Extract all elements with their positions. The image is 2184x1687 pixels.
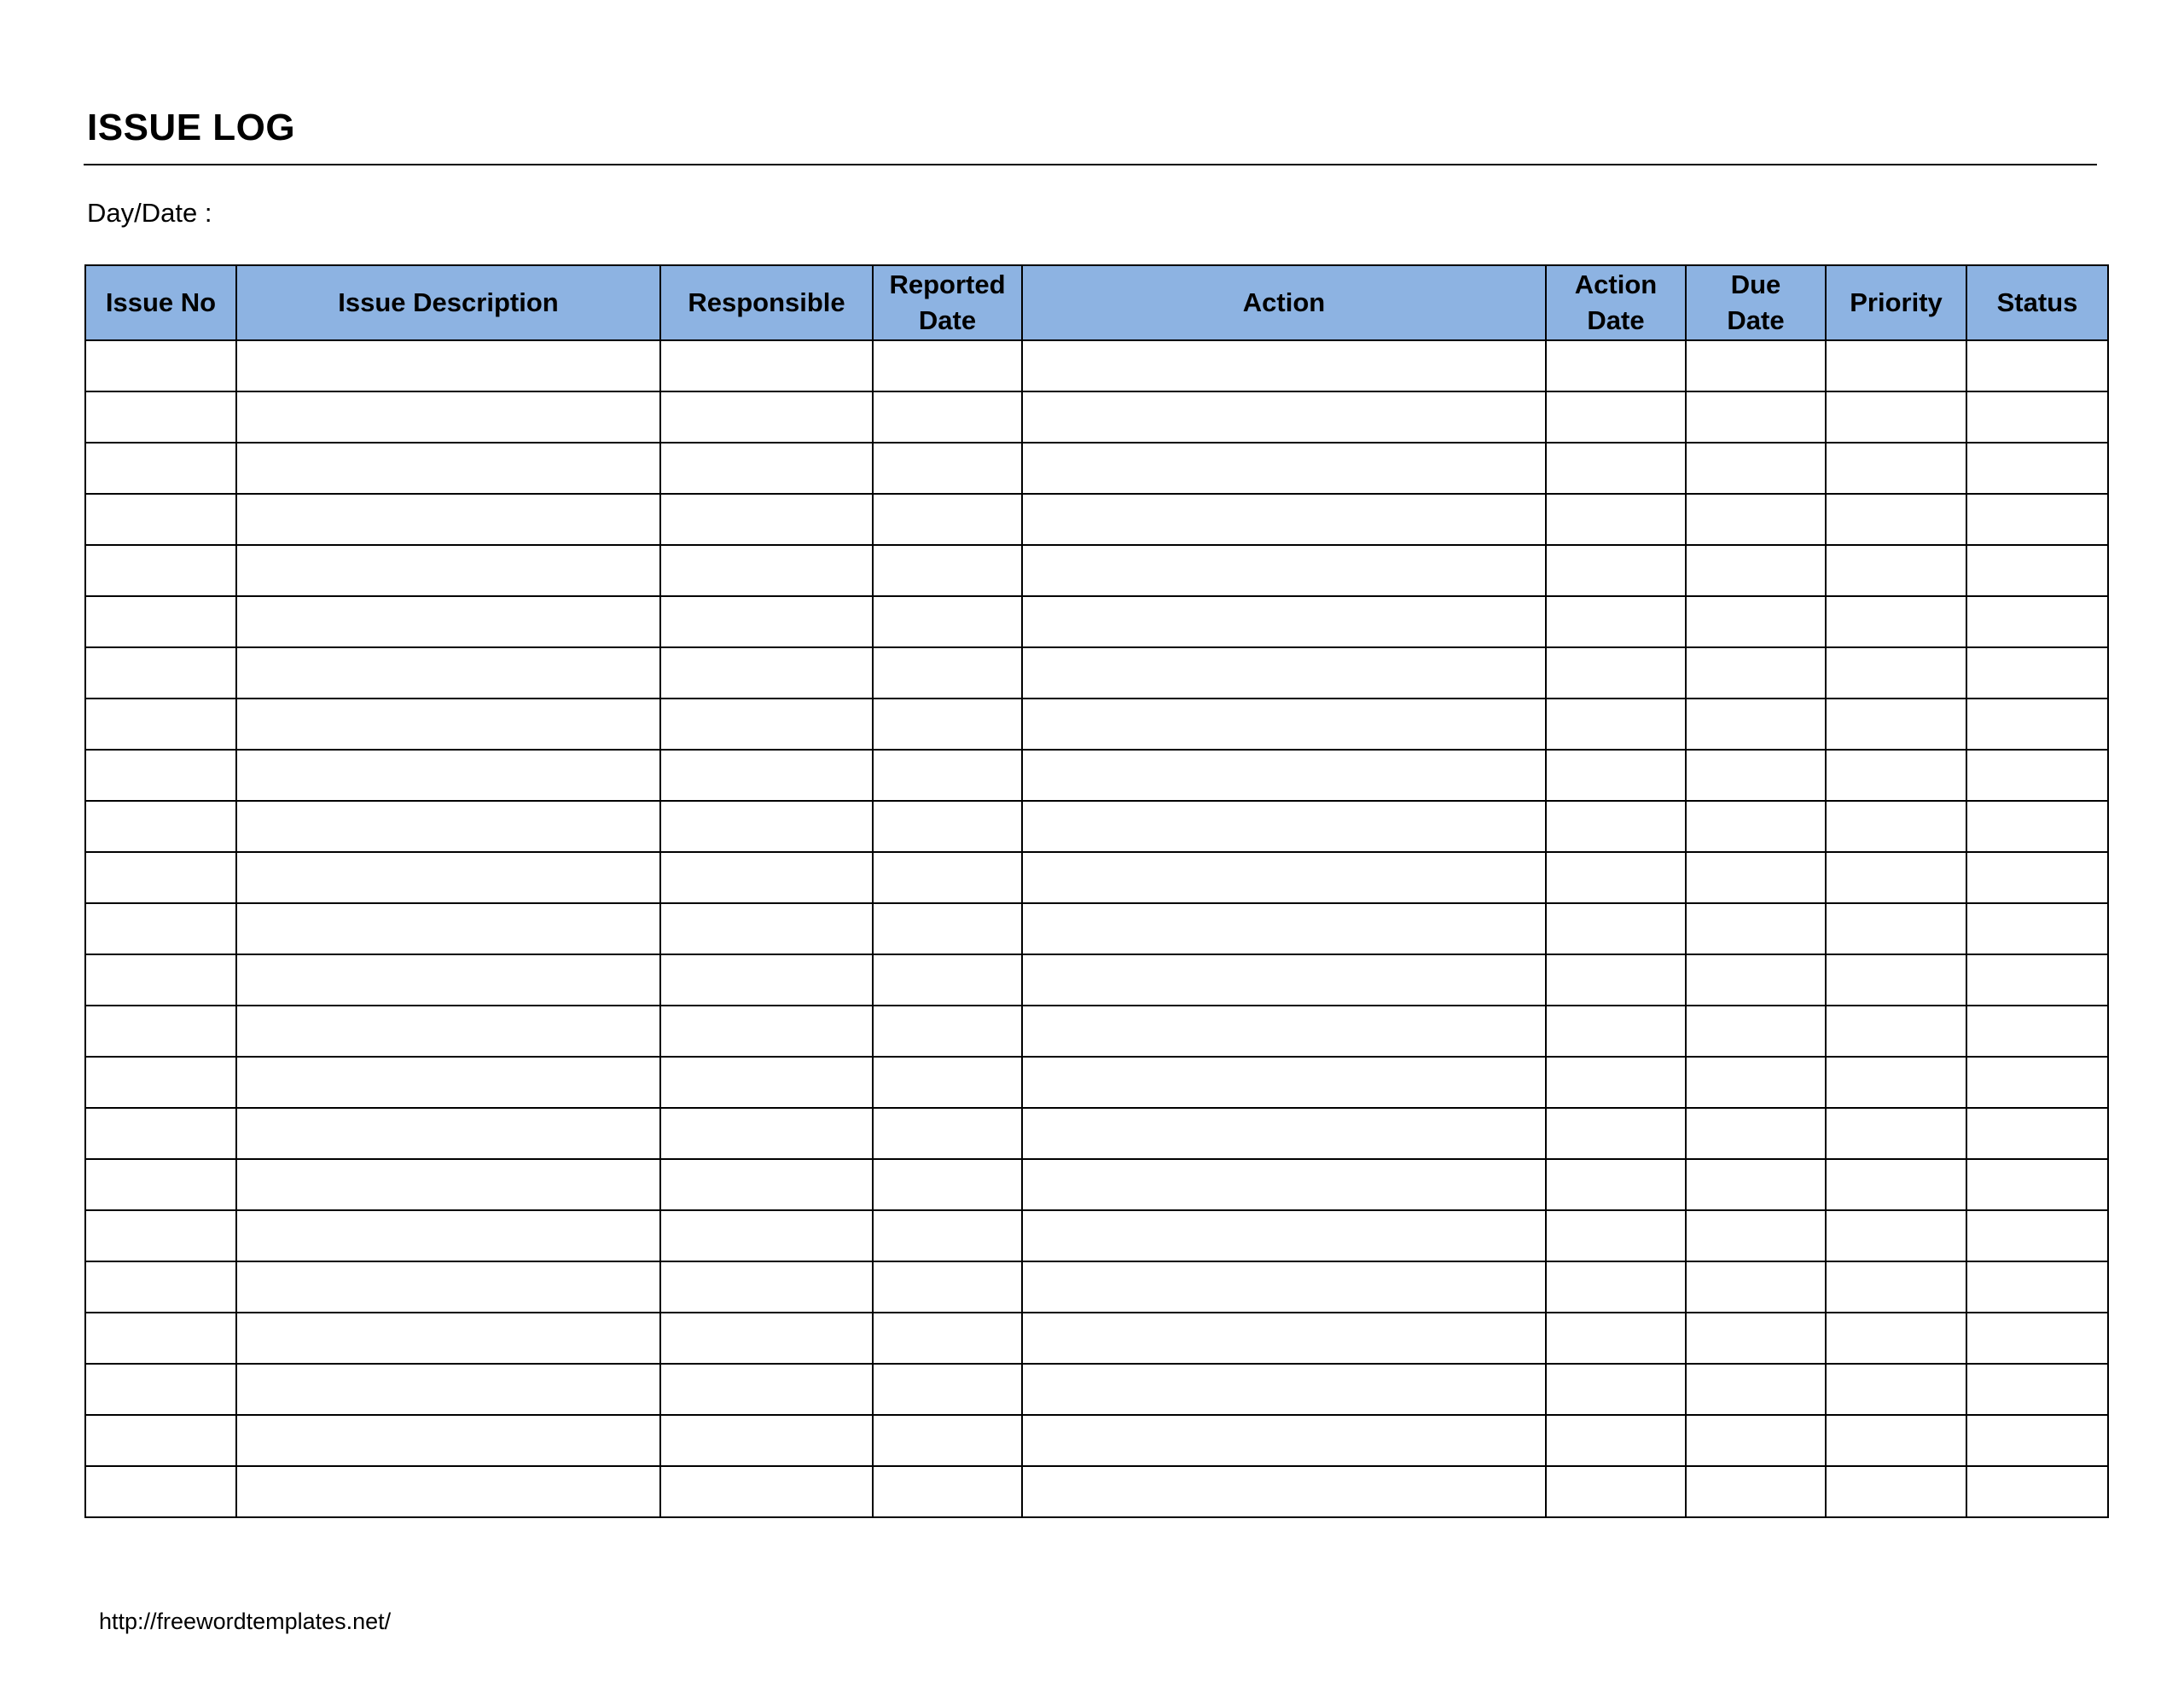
cell-issue-description[interactable] (236, 596, 660, 647)
table-row (85, 1159, 2108, 1210)
day-date-label: Day/Date : (87, 198, 212, 228)
table-row (85, 954, 2108, 1006)
table-row (85, 545, 2108, 596)
table-row (85, 1466, 2108, 1517)
cell-priority[interactable] (1826, 1159, 1966, 1210)
table-row (85, 1261, 2108, 1313)
cell-status[interactable] (1966, 647, 2108, 699)
table-row (85, 903, 2108, 954)
cell-action[interactable] (1022, 647, 1546, 699)
cell-responsible[interactable] (660, 801, 873, 852)
cell-priority[interactable] (1826, 903, 1966, 954)
table-row (85, 494, 2108, 545)
cell-due-date[interactable] (1686, 1313, 1826, 1364)
col-header-issue-no: Issue No (85, 265, 236, 340)
cell-issue-description[interactable] (236, 699, 660, 750)
cell-issue-no[interactable] (85, 1261, 236, 1313)
cell-action-date[interactable] (1546, 1108, 1686, 1159)
cell-due-date[interactable] (1686, 443, 1826, 494)
cell-action[interactable] (1022, 954, 1546, 1006)
cell-action-date[interactable] (1546, 1057, 1686, 1108)
cell-status[interactable] (1966, 1108, 2108, 1159)
cell-issue-no[interactable] (85, 1057, 236, 1108)
cell-action[interactable] (1022, 494, 1546, 545)
cell-action-date[interactable] (1546, 801, 1686, 852)
cell-issue-no[interactable] (85, 647, 236, 699)
table-row (85, 647, 2108, 699)
cell-reported-date[interactable] (873, 1159, 1022, 1210)
cell-reported-date[interactable] (873, 801, 1022, 852)
cell-action[interactable] (1022, 596, 1546, 647)
table-row (85, 340, 2108, 391)
cell-responsible[interactable] (660, 391, 873, 443)
table-row (85, 443, 2108, 494)
cell-reported-date[interactable] (873, 1313, 1022, 1364)
cell-status[interactable] (1966, 1261, 2108, 1313)
cell-issue-no[interactable] (85, 1466, 236, 1517)
cell-due-date[interactable] (1686, 852, 1826, 903)
cell-due-date[interactable] (1686, 596, 1826, 647)
cell-issue-description[interactable] (236, 1006, 660, 1057)
cell-action[interactable] (1022, 545, 1546, 596)
cell-issue-no[interactable] (85, 903, 236, 954)
cell-due-date[interactable] (1686, 750, 1826, 801)
cell-issue-description[interactable] (236, 1210, 660, 1261)
cell-due-date[interactable] (1686, 340, 1826, 391)
cell-priority[interactable] (1826, 1057, 1966, 1108)
cell-priority[interactable] (1826, 1415, 1966, 1466)
cell-responsible[interactable] (660, 494, 873, 545)
col-header-responsible: Responsible (660, 265, 873, 340)
cell-issue-description[interactable] (236, 1466, 660, 1517)
cell-due-date[interactable] (1686, 1415, 1826, 1466)
cell-issue-description[interactable] (236, 443, 660, 494)
cell-reported-date[interactable] (873, 954, 1022, 1006)
cell-action[interactable] (1022, 903, 1546, 954)
cell-action-date[interactable] (1546, 340, 1686, 391)
cell-issue-no[interactable] (85, 1159, 236, 1210)
cell-action[interactable] (1022, 1415, 1546, 1466)
table-row (85, 1313, 2108, 1364)
cell-reported-date[interactable] (873, 1057, 1022, 1108)
cell-due-date[interactable] (1686, 801, 1826, 852)
cell-action-date[interactable] (1546, 1210, 1686, 1261)
cell-status[interactable] (1966, 1313, 2108, 1364)
cell-responsible[interactable] (660, 750, 873, 801)
cell-due-date[interactable] (1686, 1108, 1826, 1159)
table-row (85, 1057, 2108, 1108)
cell-status[interactable] (1966, 1159, 2108, 1210)
cell-issue-no[interactable] (85, 852, 236, 903)
cell-priority[interactable] (1826, 1261, 1966, 1313)
cell-action[interactable] (1022, 801, 1546, 852)
cell-status[interactable] (1966, 1057, 2108, 1108)
cell-issue-description[interactable] (236, 1057, 660, 1108)
cell-status[interactable] (1966, 391, 2108, 443)
cell-issue-no[interactable] (85, 1006, 236, 1057)
cell-status[interactable] (1966, 596, 2108, 647)
cell-issue-description[interactable] (236, 1159, 660, 1210)
cell-responsible[interactable] (660, 1313, 873, 1364)
cell-responsible[interactable] (660, 1057, 873, 1108)
cell-due-date[interactable] (1686, 1159, 1826, 1210)
cell-issue-no[interactable] (85, 596, 236, 647)
cell-issue-description[interactable] (236, 1261, 660, 1313)
cell-status[interactable] (1966, 801, 2108, 852)
cell-issue-description[interactable] (236, 852, 660, 903)
cell-due-date[interactable] (1686, 1210, 1826, 1261)
cell-status[interactable] (1966, 954, 2108, 1006)
table-row (85, 391, 2108, 443)
cell-action[interactable] (1022, 852, 1546, 903)
table-row (85, 699, 2108, 750)
col-header-issue-description: Issue Description (236, 265, 660, 340)
cell-priority[interactable] (1826, 852, 1966, 903)
cell-issue-description[interactable] (236, 391, 660, 443)
cell-reported-date[interactable] (873, 1006, 1022, 1057)
cell-issue-no[interactable] (85, 443, 236, 494)
cell-due-date[interactable] (1686, 903, 1826, 954)
cell-action-date[interactable] (1546, 903, 1686, 954)
cell-action-date[interactable] (1546, 1006, 1686, 1057)
cell-action-date[interactable] (1546, 1466, 1686, 1517)
cell-due-date[interactable] (1686, 699, 1826, 750)
cell-reported-date[interactable] (873, 852, 1022, 903)
cell-priority[interactable] (1826, 443, 1966, 494)
cell-responsible[interactable] (660, 1108, 873, 1159)
cell-action[interactable] (1022, 699, 1546, 750)
cell-reported-date[interactable] (873, 903, 1022, 954)
cell-issue-no[interactable] (85, 1210, 236, 1261)
cell-action-date[interactable] (1546, 1159, 1686, 1210)
cell-reported-date[interactable] (873, 545, 1022, 596)
cell-reported-date[interactable] (873, 750, 1022, 801)
table-row (85, 1108, 2108, 1159)
cell-issue-no[interactable] (85, 545, 236, 596)
cell-priority[interactable] (1826, 596, 1966, 647)
cell-reported-date[interactable] (873, 391, 1022, 443)
cell-issue-no[interactable] (85, 494, 236, 545)
cell-priority[interactable] (1826, 801, 1966, 852)
cell-issue-no[interactable] (85, 1364, 236, 1415)
cell-responsible[interactable] (660, 1466, 873, 1517)
cell-due-date[interactable] (1686, 1261, 1826, 1313)
cell-reported-date[interactable] (873, 647, 1022, 699)
cell-action[interactable] (1022, 391, 1546, 443)
table-row (85, 1006, 2108, 1057)
table-row (85, 1364, 2108, 1415)
col-header-priority: Priority (1826, 265, 1966, 340)
cell-action[interactable] (1022, 1466, 1546, 1517)
cell-action[interactable] (1022, 1261, 1546, 1313)
cell-action[interactable] (1022, 1159, 1546, 1210)
cell-priority[interactable] (1826, 1210, 1966, 1261)
cell-action[interactable] (1022, 340, 1546, 391)
col-header-action-date: Action Date (1546, 265, 1686, 340)
cell-status[interactable] (1966, 852, 2108, 903)
cell-due-date[interactable] (1686, 1057, 1826, 1108)
col-header-action: Action (1022, 265, 1546, 340)
cell-issue-no[interactable] (85, 699, 236, 750)
cell-responsible[interactable] (660, 1415, 873, 1466)
footer-url[interactable]: http://freewordtemplates.net/ (99, 1609, 392, 1634)
page-title: ISSUE LOG (87, 107, 296, 148)
cell-action-date[interactable] (1546, 494, 1686, 545)
cell-responsible[interactable] (660, 954, 873, 1006)
cell-issue-no[interactable] (85, 954, 236, 1006)
cell-priority[interactable] (1826, 545, 1966, 596)
table-row (85, 801, 2108, 852)
cell-issue-description[interactable] (236, 545, 660, 596)
cell-issue-description[interactable] (236, 801, 660, 852)
cell-priority[interactable] (1826, 1108, 1966, 1159)
cell-issue-no[interactable] (85, 1415, 236, 1466)
cell-responsible[interactable] (660, 545, 873, 596)
table-row (85, 750, 2108, 801)
cell-status[interactable] (1966, 1466, 2108, 1517)
cell-action[interactable] (1022, 443, 1546, 494)
cell-issue-description[interactable] (236, 340, 660, 391)
cell-issue-description[interactable] (236, 750, 660, 801)
cell-action[interactable] (1022, 1364, 1546, 1415)
cell-action-date[interactable] (1546, 647, 1686, 699)
cell-responsible[interactable] (660, 852, 873, 903)
cell-reported-date[interactable] (873, 699, 1022, 750)
cell-reported-date[interactable] (873, 1108, 1022, 1159)
cell-action-date[interactable] (1546, 545, 1686, 596)
cell-responsible[interactable] (660, 1210, 873, 1261)
cell-due-date[interactable] (1686, 494, 1826, 545)
cell-action-date[interactable] (1546, 391, 1686, 443)
cell-status[interactable] (1966, 545, 2108, 596)
cell-priority[interactable] (1826, 750, 1966, 801)
cell-action-date[interactable] (1546, 852, 1686, 903)
col-header-status: Status (1966, 265, 2108, 340)
cell-status[interactable] (1966, 750, 2108, 801)
cell-responsible[interactable] (660, 596, 873, 647)
cell-reported-date[interactable] (873, 340, 1022, 391)
cell-action[interactable] (1022, 1057, 1546, 1108)
cell-reported-date[interactable] (873, 596, 1022, 647)
cell-issue-description[interactable] (236, 1415, 660, 1466)
cell-action[interactable] (1022, 1210, 1546, 1261)
title-divider (84, 164, 2097, 165)
cell-status[interactable] (1966, 1415, 2108, 1466)
table-body (85, 340, 2108, 1517)
cell-due-date[interactable] (1686, 1006, 1826, 1057)
cell-action-date[interactable] (1546, 1364, 1686, 1415)
cell-due-date[interactable] (1686, 1466, 1826, 1517)
cell-status[interactable] (1966, 443, 2108, 494)
cell-responsible[interactable] (660, 699, 873, 750)
cell-priority[interactable] (1826, 954, 1966, 1006)
cell-issue-no[interactable] (85, 801, 236, 852)
issue-log-table (84, 264, 2109, 1518)
cell-issue-description[interactable] (236, 647, 660, 699)
cell-action-date[interactable] (1546, 443, 1686, 494)
cell-reported-date[interactable] (873, 443, 1022, 494)
cell-action-date[interactable] (1546, 750, 1686, 801)
cell-issue-description[interactable] (236, 1108, 660, 1159)
cell-status[interactable] (1966, 494, 2108, 545)
table-row (85, 852, 2108, 903)
cell-issue-no[interactable] (85, 391, 236, 443)
cell-status[interactable] (1966, 1364, 2108, 1415)
cell-priority[interactable] (1826, 1313, 1966, 1364)
cell-action[interactable] (1022, 1108, 1546, 1159)
cell-responsible[interactable] (660, 443, 873, 494)
cell-action-date[interactable] (1546, 596, 1686, 647)
cell-issue-no[interactable] (85, 340, 236, 391)
cell-priority[interactable] (1826, 494, 1966, 545)
cell-reported-date[interactable] (873, 1466, 1022, 1517)
cell-priority[interactable] (1826, 391, 1966, 443)
cell-responsible[interactable] (660, 647, 873, 699)
cell-issue-description[interactable] (236, 903, 660, 954)
cell-reported-date[interactable] (873, 494, 1022, 545)
cell-priority[interactable] (1826, 647, 1966, 699)
cell-action-date[interactable] (1546, 1261, 1686, 1313)
cell-responsible[interactable] (660, 903, 873, 954)
cell-reported-date[interactable] (873, 1210, 1022, 1261)
cell-action[interactable] (1022, 1006, 1546, 1057)
col-header-reported-date: Reported Date (873, 265, 1022, 340)
table-row (85, 1210, 2108, 1261)
cell-responsible[interactable] (660, 1364, 873, 1415)
cell-priority[interactable] (1826, 1006, 1966, 1057)
cell-status[interactable] (1966, 699, 2108, 750)
cell-responsible[interactable] (660, 1261, 873, 1313)
cell-issue-description[interactable] (236, 1313, 660, 1364)
cell-responsible[interactable] (660, 1006, 873, 1057)
table-header-row (85, 265, 2108, 340)
cell-reported-date[interactable] (873, 1261, 1022, 1313)
cell-due-date[interactable] (1686, 545, 1826, 596)
cell-reported-date[interactable] (873, 1364, 1022, 1415)
cell-action-date[interactable] (1546, 1415, 1686, 1466)
cell-status[interactable] (1966, 1006, 2108, 1057)
cell-issue-description[interactable] (236, 1364, 660, 1415)
cell-priority[interactable] (1826, 340, 1966, 391)
cell-issue-description[interactable] (236, 954, 660, 1006)
cell-action-date[interactable] (1546, 954, 1686, 1006)
cell-action[interactable] (1022, 750, 1546, 801)
cell-due-date[interactable] (1686, 391, 1826, 443)
table-row (85, 596, 2108, 647)
cell-issue-no[interactable] (85, 1108, 236, 1159)
col-header-due-date: Due Date (1686, 265, 1826, 340)
cell-priority[interactable] (1826, 1466, 1966, 1517)
cell-priority[interactable] (1826, 1364, 1966, 1415)
cell-issue-no[interactable] (85, 1313, 236, 1364)
cell-status[interactable] (1966, 903, 2108, 954)
cell-status[interactable] (1966, 1210, 2108, 1261)
cell-issue-description[interactable] (236, 494, 660, 545)
cell-due-date[interactable] (1686, 1364, 1826, 1415)
cell-responsible[interactable] (660, 340, 873, 391)
cell-status[interactable] (1966, 340, 2108, 391)
cell-reported-date[interactable] (873, 1415, 1022, 1466)
table-row (85, 1415, 2108, 1466)
cell-action[interactable] (1022, 1313, 1546, 1364)
cell-due-date[interactable] (1686, 647, 1826, 699)
cell-issue-no[interactable] (85, 750, 236, 801)
cell-action-date[interactable] (1546, 699, 1686, 750)
cell-responsible[interactable] (660, 1159, 873, 1210)
cell-priority[interactable] (1826, 699, 1966, 750)
cell-action-date[interactable] (1546, 1313, 1686, 1364)
cell-due-date[interactable] (1686, 954, 1826, 1006)
